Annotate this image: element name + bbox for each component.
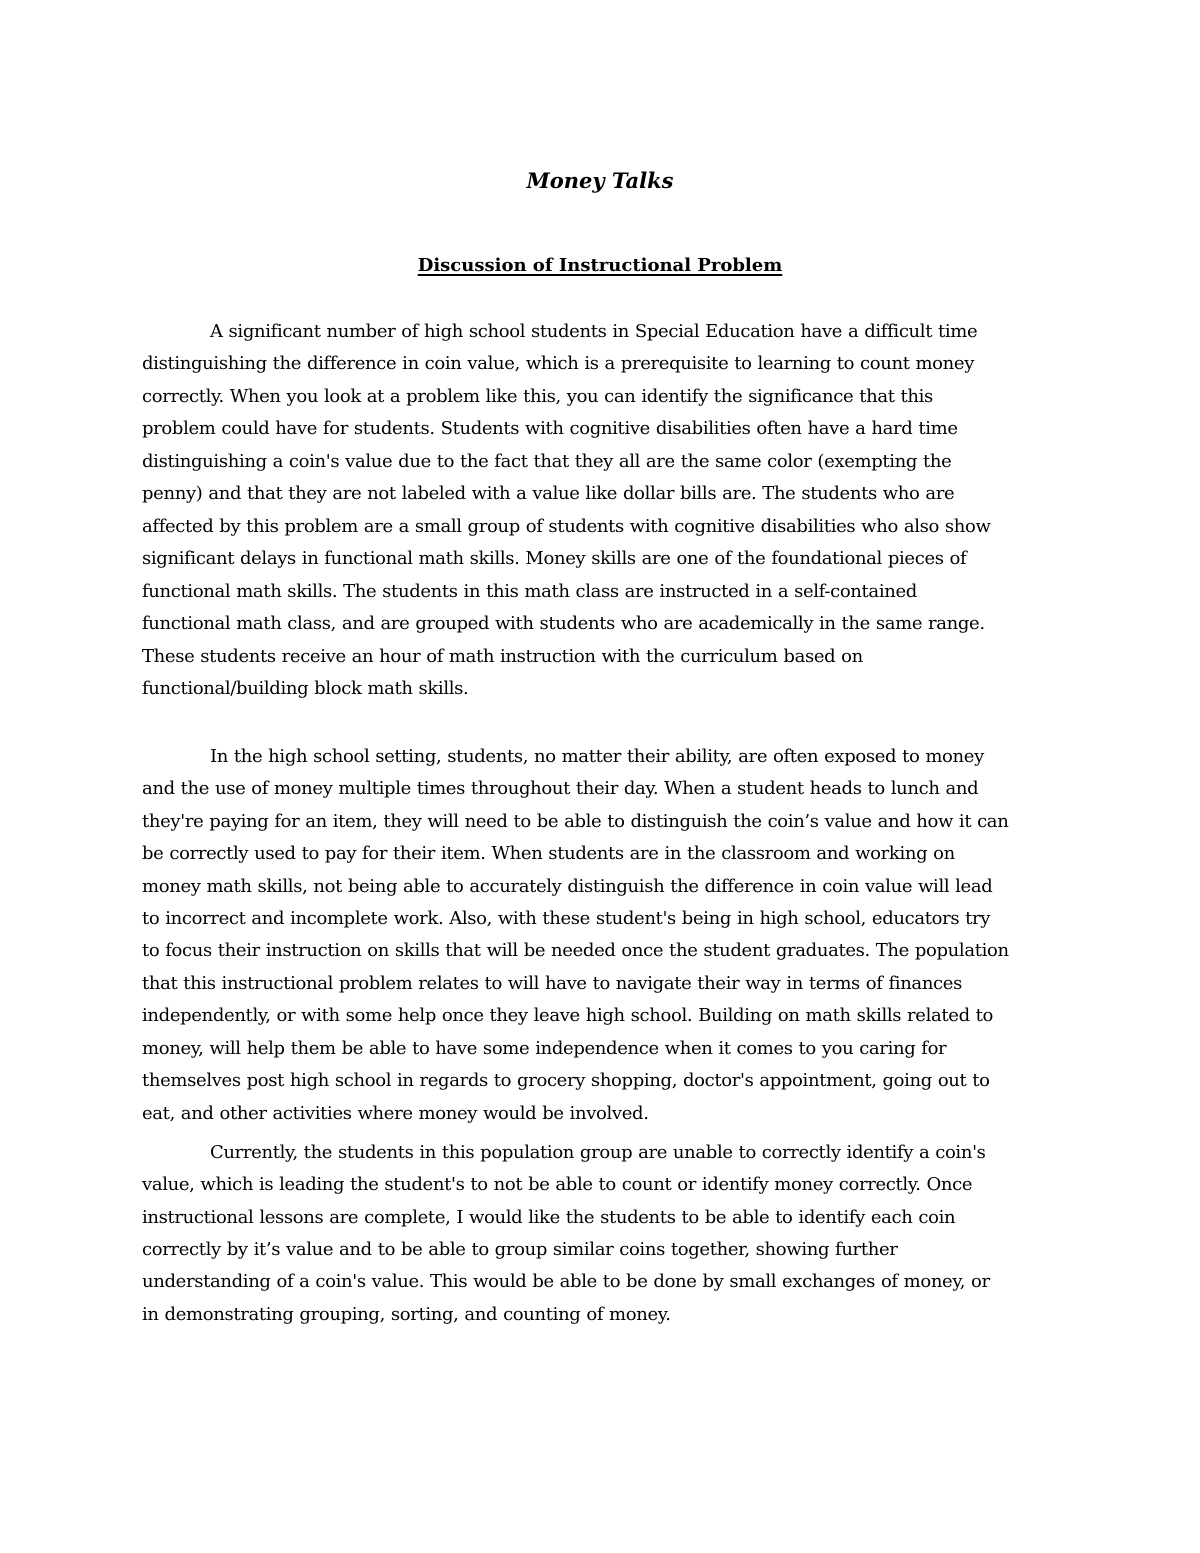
paragraph-line: significant delays in functional math skills. Money skills are one of the foundational pieces of (142, 548, 967, 569)
paragraph-line: they're paying for an item, they will need to be able to distinguish the coin’s value and how it can (142, 811, 1009, 832)
paragraph-line: penny) and that they are not labeled with a value like dollar bills are. The students who are (142, 483, 955, 504)
paragraph-line: In the high school setting, students, no matter their ability, are often exposed to money (210, 746, 984, 767)
paragraph-line: distinguishing the difference in coin value, which is a prerequisite to learning to count money (142, 353, 975, 374)
paragraph-line: functional math class, and are grouped with students who are academically in the same range. (142, 613, 985, 634)
document-title: Money Talks (526, 168, 674, 193)
paragraph-line: These students receive an hour of math instruction with the curriculum based on (142, 646, 863, 667)
paragraph-line: correctly. When you look at a problem like this, you can identify the significance that this (142, 386, 933, 407)
paragraph-line: understanding of a coin's value. This would be able to be done by small exchanges of money, or (142, 1271, 990, 1292)
paragraph-line: functional math skills. The students in this math class are instructed in a self-contained (142, 581, 917, 602)
paragraph-line: problem could have for students. Students with cognitive disabilities often have a hard time (142, 418, 958, 439)
paragraph-line: be correctly used to pay for their item. When students are in the classroom and working on (142, 843, 955, 864)
paragraph-line: affected by this problem are a small group of students with cognitive disabilities who also show (142, 516, 991, 537)
paragraph-line: distinguishing a coin's value due to the fact that they all are the same color (exempting the (142, 451, 952, 472)
paragraph-line: money math skills, not being able to accurately distinguish the difference in coin value will lead (142, 876, 993, 897)
paragraph-line: correctly by it’s value and to be able to group similar coins together, showing further (142, 1239, 898, 1260)
paragraph-line: Currently, the students in this population group are unable to correctly identify a coin's (210, 1142, 986, 1163)
paragraph-line: money, will help them be able to have some independence when it comes to you caring for (142, 1038, 947, 1059)
paragraph-line: and the use of money multiple times throughout their day. When a student heads to lunch and (142, 778, 979, 799)
paragraph-line: eat, and other activities where money would be involved. (142, 1103, 649, 1124)
paragraph-line: instructional lessons are complete, I would like the students to be able to identify each coin (142, 1207, 956, 1228)
paragraph-line: independently, or with some help once they leave high school. Building on math skills related to (142, 1005, 993, 1026)
paragraph-line: themselves post high school in regards to grocery shopping, doctor's appointment, going out to (142, 1070, 990, 1091)
paragraph-line: to incorrect and incomplete work. Also, with these student's being in high school, educators try (142, 908, 991, 929)
paragraph-line: that this instructional problem relates to will have to navigate their way in terms of finances (142, 973, 962, 994)
paragraph-line: value, which is leading the student's to not be able to count or identify money correctly. Once (142, 1174, 973, 1195)
paragraph-line: A significant number of high school students in Special Education have a difficult time (210, 321, 978, 342)
section-heading: Discussion of Instructional Problem (417, 255, 783, 276)
paragraph-line: in demonstrating grouping, sorting, and counting of money. (142, 1304, 671, 1325)
paragraph-line: functional/building block math skills. (142, 678, 469, 699)
paragraph-line: to focus their instruction on skills that will be needed once the student graduates. The population (142, 940, 1009, 961)
